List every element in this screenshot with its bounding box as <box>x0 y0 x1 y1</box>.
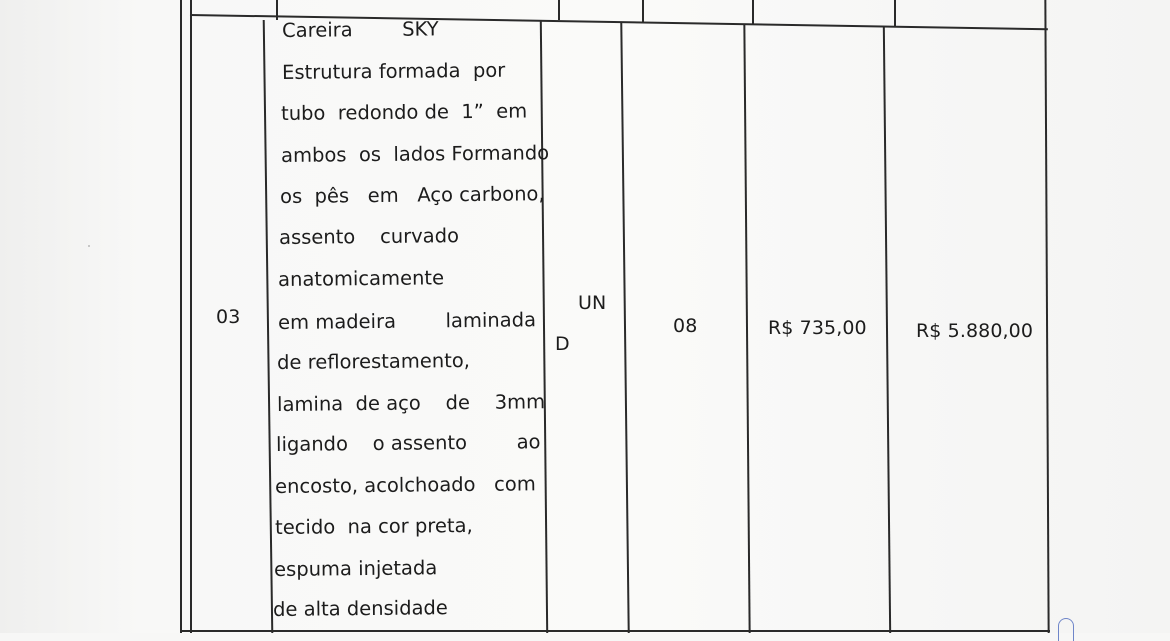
description-line: ambos os lados Formando <box>280 141 550 167</box>
description-line: assento curvado <box>278 224 460 249</box>
description-line: ligando o assento ao <box>275 430 541 456</box>
description-line: Estrutura formada por <box>281 58 506 84</box>
unit-line-2: D <box>555 333 570 355</box>
description-line: os pês em Aço carbono, <box>279 182 545 208</box>
scan-speck <box>88 245 90 247</box>
table-left-border <box>180 0 182 633</box>
item-number: 03 <box>216 306 241 328</box>
column-divider-total-price <box>883 26 891 633</box>
description-line: de reflorestamento, <box>276 348 471 374</box>
unit-line-1: UN <box>578 292 607 314</box>
column-divider-item <box>190 0 192 633</box>
column-divider-unit-price <box>743 24 750 633</box>
column-divider-unit-top <box>558 0 560 20</box>
description-line: lamina de aço de 3mm <box>276 390 546 416</box>
total-price: R$ 5.880,00 <box>916 320 1034 342</box>
column-divider-quantity <box>620 22 629 633</box>
pen-mark <box>1058 618 1074 641</box>
column-divider-description <box>263 20 274 633</box>
description-line: Careira SKY <box>281 17 439 42</box>
column-divider-total-price-top <box>894 0 896 26</box>
column-divider-unit <box>540 20 548 633</box>
description-line: de alta densidade <box>272 596 448 621</box>
table-right-border <box>1044 0 1049 633</box>
description-line: tubo redondo de 1” em <box>280 99 528 125</box>
description-line: em madeira laminada <box>277 308 537 334</box>
column-divider-quantity-top <box>642 0 644 22</box>
description-line: tecido na cor preta, <box>274 513 473 539</box>
description-line: espuma injetada <box>273 556 438 581</box>
quantity: 08 <box>673 315 698 337</box>
unit-price: R$ 735,00 <box>768 317 867 339</box>
description-line: anatomicamente <box>277 266 445 291</box>
row-bottom-border <box>180 630 1050 632</box>
column-divider-unit-price-top <box>752 0 754 24</box>
description-line: encosto, acolchoado com <box>274 472 536 498</box>
